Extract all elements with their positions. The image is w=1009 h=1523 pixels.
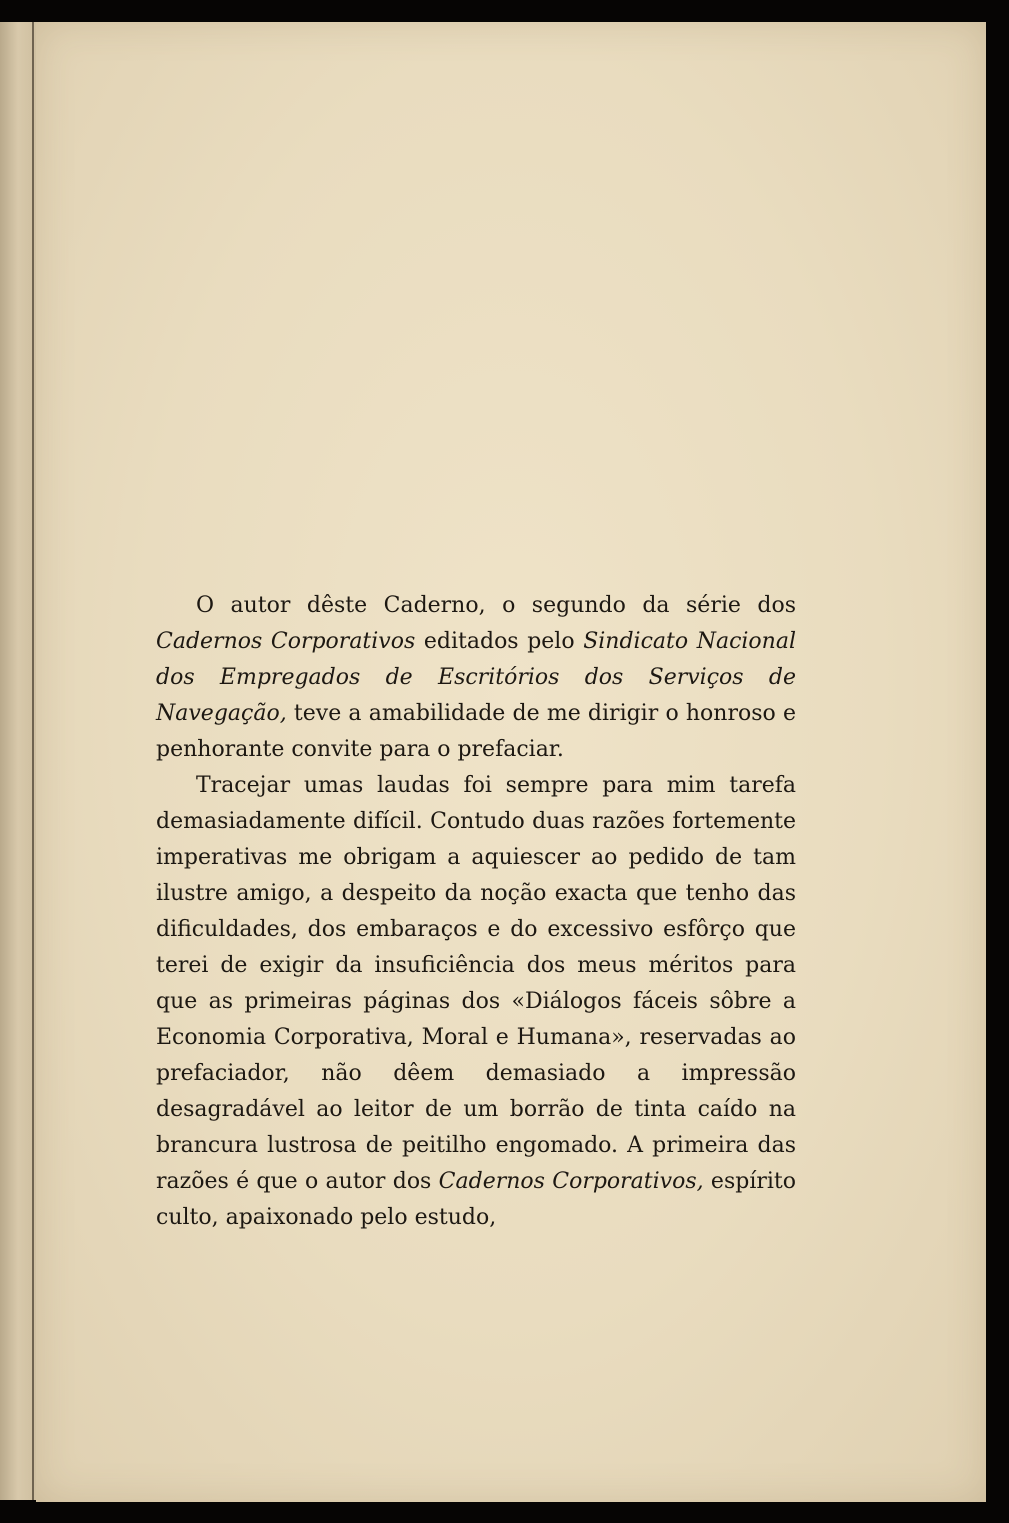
binding-crease (32, 22, 34, 1500)
text-run: Tracejar umas laudas foi sempre para mim tarefa demasiadamente difícil. Contudo duas razões fortemente imperativas me obrigam a aquiescer ao pedido de tam ilustre amigo, a despeito da noção exacta que tenho das dificuldades, dos embaraços e do excessivo esfôrço que terei de exigir da insuficiência dos meus méritos para que as primeiras páginas dos «Diálogos fáceis sôbre a Economia Corporativa, Moral e Humana», reservadas ao prefaciador, não dêem demasiado a impressão desagradável ao leitor de um borrão de tinta caído na brancura lustrosa de peitilho engomado. A primeira das razões é que o autor dos (156, 773, 796, 1194)
left-binding-edge (0, 22, 40, 1500)
italic-union-name: Sindicato Nacional dos Empregados de Escritórios dos Serviços de Navegação, (156, 629, 796, 726)
paragraph-2 (156, 768, 796, 1236)
text-run: O autor dêste Caderno, o segundo da série dos (196, 593, 796, 618)
italic-title: Cadernos Corporativos (156, 629, 416, 654)
book-page (36, 22, 986, 1502)
text-run: espírito culto, apaixonado pelo estudo, (156, 1169, 796, 1230)
paragraph-1 (156, 588, 796, 768)
preface-text (156, 588, 796, 1236)
text-run: editados pelo (415, 629, 584, 654)
text-run: teve a amabilidade de me dirigir o honroso e penhorante convite para o prefaciar. (156, 701, 796, 762)
italic-title: Cadernos Corporativos, (438, 1169, 704, 1194)
